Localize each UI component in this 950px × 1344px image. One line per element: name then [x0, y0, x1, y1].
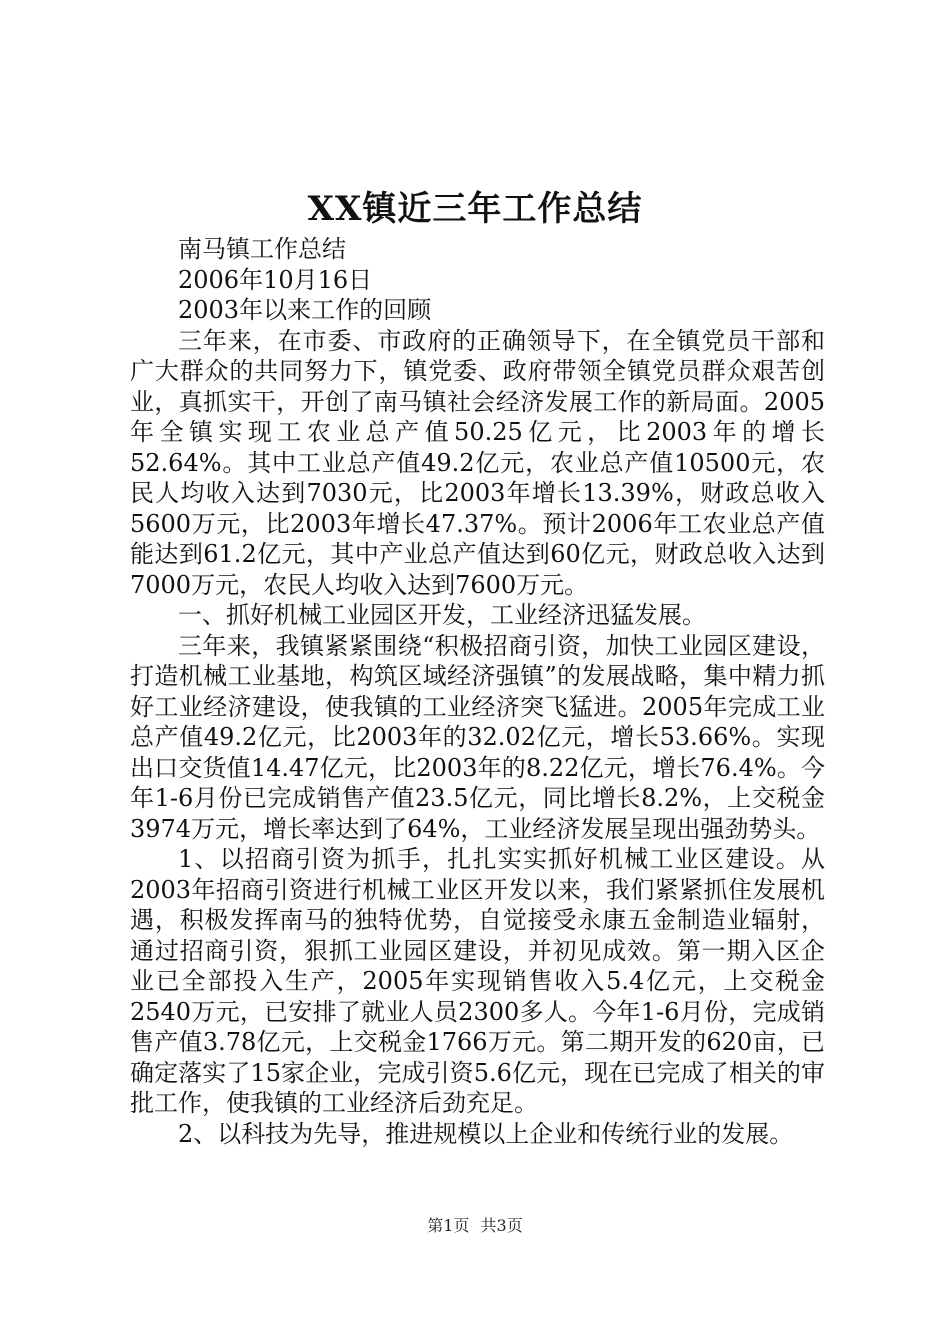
paragraph-intro: 三年来，在市委、市政府的正确领导下，在全镇党员干部和广大群众的共同努力下，镇党委、政府带领全镇党员群众艰苦创业，真抓实干，开创了南马镇社会经济发展工作的新局面。2005年全镇实现工农业总产值50.25亿元，比2003年的增长52.64%。其中工业总产值49.2亿元，农业总产值10500元，农民人均收入达到7030元，比2003年增长13.39%，财政总收入5600万元，比2003年增长47.37%。预计2006年工农业总产值能达到61.2亿元，其中产业总产值达到60亿元，财政总收入达到7000万元，农民人均收入达到7600万元。 — [130, 326, 825, 599]
document-body — [130, 234, 825, 1149]
paragraph-heading-two: 2、以科技为先导，推进规模以上企业和传统行业的发展。 — [178, 1119, 794, 1148]
page-footer — [0, 1214, 950, 1238]
document-date: 2006年10月16日 — [178, 265, 373, 294]
page-total: 共3页 — [480, 1216, 523, 1235]
paragraph-investment: 1、以招商引资为抓手，扎扎实实抓好机械工业区建设。从2003年招商引资进行机械工业区开发以来，我们紧紧抓住发展机遇，积极发挥南马的独特优势，自觉接受永康五金制造业辐射，通过招商引资，狠抓工业园区建设，并初见成效。第一期入区企业已全部投入生产，2005年实现销售收入5.4亿元，上交税金2540万元，已安排了就业人员2300多人。今年1-6月份，完成销售产值3.78亿元，上交税金1766万元。第二期开发的620亩，已确定落实了15家企业，完成引资5.6亿元，现在已完成了相关的审批工作，使我镇的工业经济后劲充足。 — [130, 845, 825, 1117]
paragraph-heading-one: 一、抓好机械工业园区开发，工业经济迅猛发展。 — [178, 601, 706, 629]
document-title: XX镇近三年工作总结 — [307, 189, 643, 229]
document-subtitle: 南马镇工作总结 — [178, 235, 346, 263]
section-heading: 2003年以来工作的回顾 — [178, 296, 432, 324]
page-number: 第1页 — [427, 1216, 470, 1235]
paragraph-industry: 三年来，我镇紧紧围绕“积极招商引资，加快工业园区建设，打造机械工业基地，构筑区域经济强镇”的发展战略，集中精力抓好工业经济建设，使我镇的工业经济突飞猛进。2005年完成工业总产值49.2亿元，比2003年的32.02亿元，增长53.66%。实现出口交货值14.47亿元，比2003年的8.22亿元，增长76.4%。今年1-6月份已完成销售产值23.5亿元，同比增长8.2%，上交税金3974万元，增长率达到了64%，工业经济发展呈现出强劲势头。 — [130, 631, 825, 843]
